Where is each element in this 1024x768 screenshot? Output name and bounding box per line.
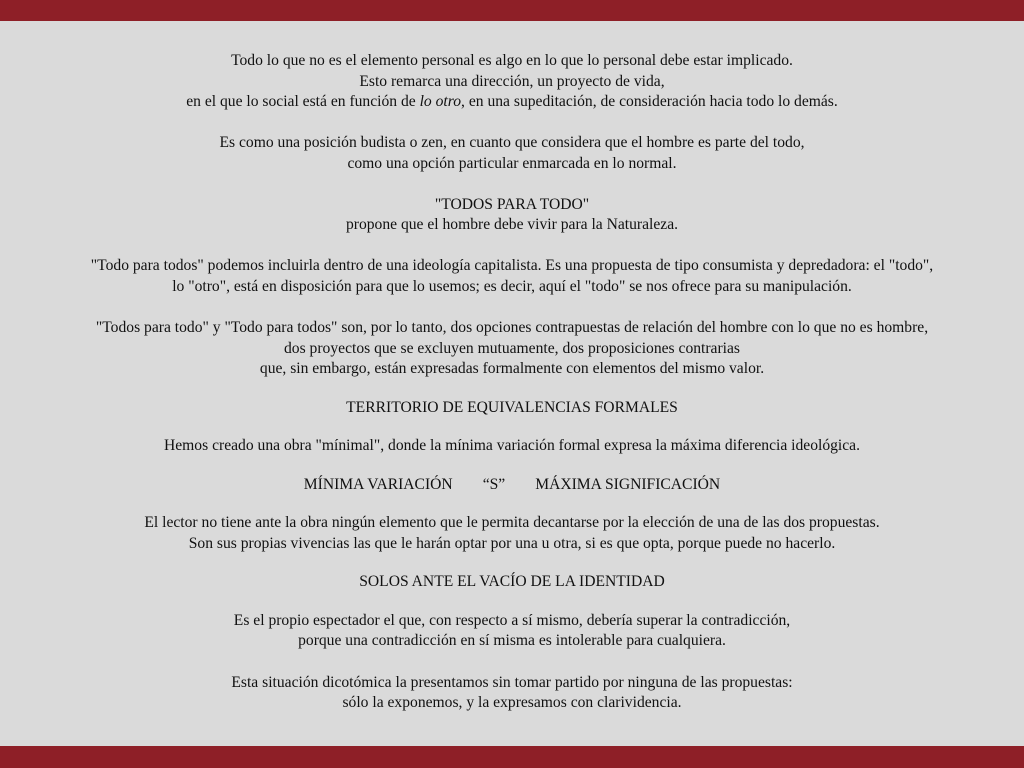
text-line: "Todos para todo" y "Todo para todos" son, por lo tanto, dos opciones contrapuestas de relación del hombre con lo que no es hombre, bbox=[95, 319, 929, 336]
slide-text bbox=[0, 51, 1024, 714]
paragraph-todos-para-todo bbox=[0, 195, 1024, 236]
text-segment: en el que lo social está en función de bbox=[186, 93, 420, 110]
text-line: sólo la exponemos, y la expresamos con clarividencia. bbox=[342, 694, 682, 711]
paragraph-espectador bbox=[0, 611, 1024, 652]
text-line: dos proyectos que se excluyen mutuamente, dos proposiciones contrarias bbox=[284, 339, 740, 357]
text-line: Es como una posición budista o zen, en cuanto que considera que el hombre es parte del todo, bbox=[219, 134, 805, 151]
paragraph-minimal bbox=[0, 436, 1024, 457]
paragraph-personal bbox=[0, 51, 1024, 113]
text-line: Todo lo que no es el elemento personal es algo en lo que lo personal debe estar implicado. bbox=[231, 52, 793, 69]
text-line: El lector no tiene ante la obra ningún elemento que le permita decantarse por la elección de una de las dos propuestas. bbox=[144, 514, 880, 531]
italic-phrase: lo otro bbox=[419, 93, 462, 110]
text-line: porque una contradicción en sí misma es intolerable para cualquiera. bbox=[298, 632, 726, 649]
text-segment: , en una supeditación, de consideración hacia todo lo demás. bbox=[461, 93, 838, 110]
heading-solos bbox=[0, 572, 1024, 593]
text-line: Esta situación dicotómica la presentamos sin tomar partido por ninguna de las propuestas: bbox=[231, 673, 793, 691]
text-line: lo "otro", está en disposición para que lo usemos; es decir, aquí el "todo" se nos ofrece para su manipulación. bbox=[172, 277, 852, 295]
text-line: SOLOS ANTE EL VACÍO DE LA IDENTIDAD bbox=[359, 573, 665, 590]
text-line: Es el propio espectador el que, con respecto a sí mismo, debería superar la contradicción, bbox=[233, 611, 791, 629]
heading-territorio bbox=[0, 398, 1024, 419]
text-line: que, sin embargo, están expresadas formalmente con elementos del mismo valor. bbox=[259, 360, 765, 377]
paragraph-lector bbox=[0, 513, 1024, 554]
text-line: propone que el hombre debe vivir para la Naturaleza. bbox=[345, 216, 679, 233]
paragraph-budista bbox=[0, 133, 1024, 174]
text-line bbox=[0, 92, 1024, 113]
bottom-band bbox=[0, 746, 1024, 768]
s-letter-text: “S” bbox=[482, 475, 506, 493]
text-line: Son sus propias vivencias las que le harán optar por una u otra, si es que opta, porque puede no hacerlo. bbox=[188, 534, 836, 552]
text-line: "TODOS PARA TODO" bbox=[434, 195, 590, 213]
paragraph-dicotomica bbox=[0, 673, 1024, 714]
text-line: Esto remarca una dirección, un proyecto de vida, bbox=[359, 72, 665, 90]
maxima-significacion-text: MÁXIMA SIGNIFICACIÓN bbox=[535, 475, 721, 493]
text-line: TERRITORIO DE EQUIVALENCIAS FORMALES bbox=[346, 398, 678, 416]
text-line: Hemos creado una obra "mínimal", donde la mínima variación formal expresa la máxima diferencia ideológica. bbox=[164, 437, 860, 454]
paragraph-contrapuestas bbox=[0, 318, 1024, 380]
text-line: "Todo para todos" podemos incluirla dentro de una ideología capitalista. Es una propuesta de tipo consumista y depredadora: el "todo", bbox=[90, 257, 934, 274]
minima-variacion-text: MÍNIMA VARIACIÓN bbox=[303, 475, 453, 493]
top-band bbox=[0, 0, 1024, 21]
text-line: como una opción particular enmarcada en lo normal. bbox=[347, 154, 677, 172]
paragraph-todo-para-todos bbox=[0, 256, 1024, 297]
variacion-line bbox=[0, 475, 1024, 496]
